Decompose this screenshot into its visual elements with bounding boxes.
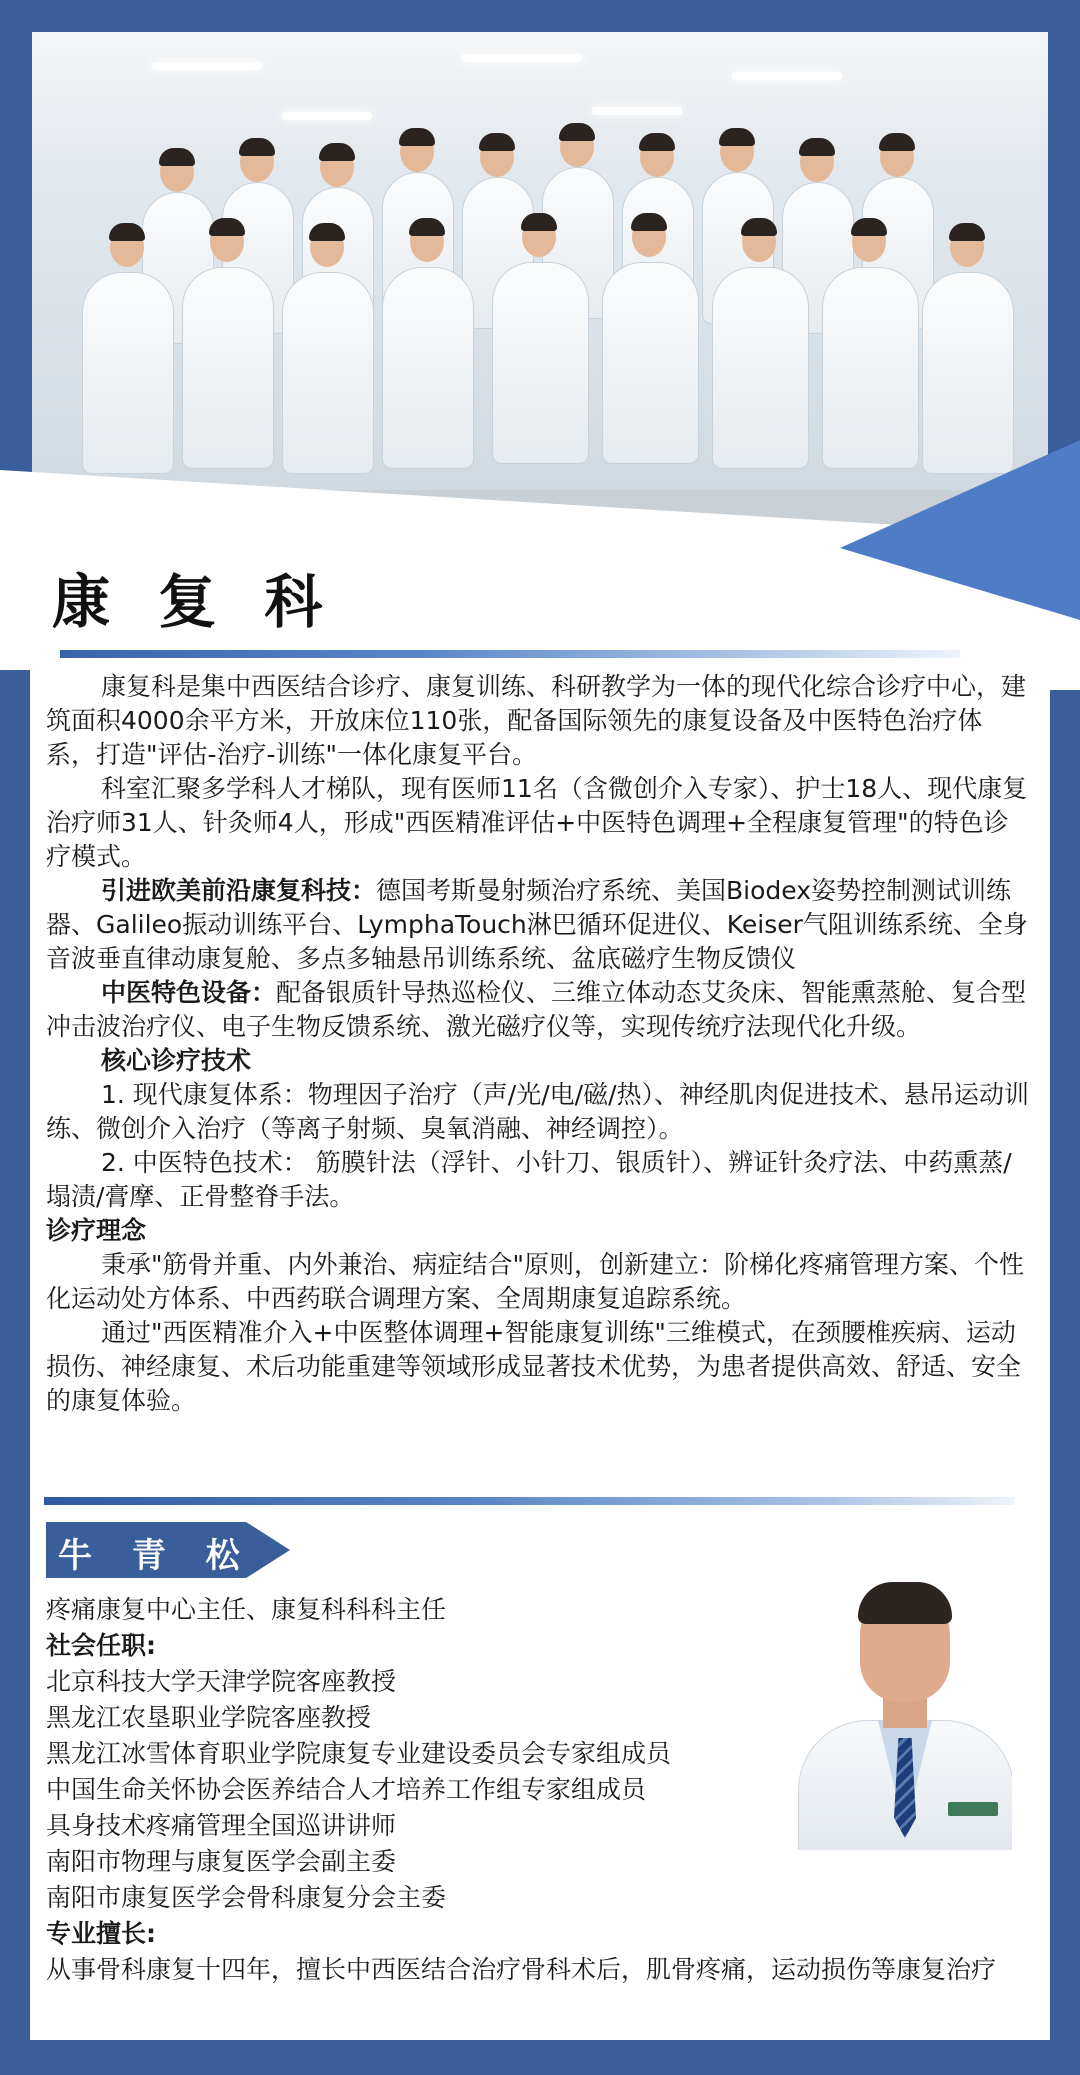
core-tech-item: 1. 现代康复体系：物理因子治疗（声/光/电/磁/热）、神经肌肉促进技术、悬吊运动训练、微创介入治疗（等离子射频、臭氧消融、神经调控）。	[46, 1080, 1029, 1143]
social-role-item: 北京科技大学天津学院客座教授	[46, 1667, 397, 1696]
title-divider	[60, 650, 960, 658]
social-role-item: 黑龙江农垦职业学院客座教授	[46, 1703, 372, 1732]
doctor-profile	[46, 1592, 1036, 1988]
social-role-item: 中国生命关怀协会医养结合人才培养工作组专家组成员	[46, 1775, 647, 1804]
intro-paragraph: 科室汇聚多学科人才梯队，现有医师11名（含微创介入专家）、护士18人、现代康复治疗师31人、针灸师4人，形成"西医精准评估+中医特色调理+全程康复管理"的特色诊疗模式。	[46, 774, 1028, 871]
social-role-item: 具身技术疼痛管理全国巡讲讲师	[46, 1811, 397, 1840]
expertise-text: 从事骨科康复十四年，擅长中西医结合治疗骨科术后，肌骨疼痛，运动损伤等康复治疗	[46, 1955, 997, 1984]
expertise-heading: 专业擅长:	[46, 1919, 156, 1948]
philosophy-heading: 诊疗理念	[46, 1216, 147, 1245]
department-title: 康 复 科	[52, 568, 337, 636]
social-roles-heading: 社会任职:	[46, 1631, 156, 1660]
intro-paragraph: 康复科是集中西医结合诊疗、康复训练、科研教学为一体的现代化综合诊疗中心，建筑面积4000余平方米，开放床位110张，配备国际领先的康复设备及中医特色治疗体系，打造"评估-治疗-训练"一体化康复平台。	[46, 672, 1027, 769]
department-intro	[46, 670, 1031, 1418]
western-equipment-text: 德国考斯曼射频治疗系统、美国Biodex姿势控制测试训练器、Galileo振动训练平台、LymphaTouch淋巴循环促进仪、Keiser气阻训练系统、全身音波垂直律动康复舱、多点多轴悬吊训练系统、盆底磁疗生物反馈仪	[46, 876, 1028, 973]
ceiling-light	[592, 107, 682, 115]
western-equipment-label: 引进欧美前沿康复科技：	[101, 876, 377, 905]
ceiling-light	[282, 112, 372, 120]
right-frame-band	[1050, 790, 1080, 2060]
ceiling-light	[462, 54, 582, 62]
tcm-equipment-text: 配备银质针导热巡检仪、三维立体动态艾灸床、智能熏蒸舱、复合型冲击波治疗仪、电子生物反馈系统、激光磁疗仪等，实现传统疗法现代化升级。	[46, 978, 1027, 1041]
social-role-item: 黑龙江冰雪体育职业学院康复专业建设委员会专家组成员	[46, 1739, 672, 1768]
section-divider	[44, 1497, 1014, 1505]
philosophy-paragraph: 通过"西医精准介入+中医整体调理+智能康复训练"三维模式，在颈腰椎疾病、运动损伤、神经康复、术后功能重建等领域形成显著技术优势，为患者提供高效、舒适、安全的康复体验。	[46, 1318, 1022, 1415]
ceiling-light	[152, 62, 262, 70]
team-group	[72, 152, 1012, 512]
doctor-name: 牛 青 松	[58, 1536, 254, 1576]
philosophy-paragraph: 秉承"筋骨并重、内外兼治、病症结合"原则，创新建立：阶梯化疼痛管理方案、个性化运动处方体系、中西药联合调理方案、全周期康复追踪系统。	[46, 1250, 1025, 1313]
core-tech-heading: 核心诊疗技术	[101, 1046, 252, 1075]
team-photo	[32, 32, 1048, 530]
ceiling-light	[732, 72, 842, 80]
tcm-equipment-paragraph	[46, 976, 1031, 1044]
western-equipment-paragraph	[46, 874, 1031, 976]
tcm-equipment-label: 中医特色设备：	[101, 978, 277, 1007]
social-role-item: 南阳市康复医学会骨科康复分会主委	[46, 1883, 447, 1912]
left-frame-band	[0, 670, 30, 2040]
social-role-item: 南阳市物理与康复医学会副主委	[46, 1847, 397, 1876]
core-tech-item: 2. 中医特色技术： 筋膜针法（浮针、小针刀、银质针）、辨证针灸疗法、中药熏蒸/塌渍/膏摩、正骨整脊手法。	[46, 1148, 1012, 1211]
doctor-position: 疼痛康复中心主任、康复科科科主任	[46, 1595, 447, 1624]
